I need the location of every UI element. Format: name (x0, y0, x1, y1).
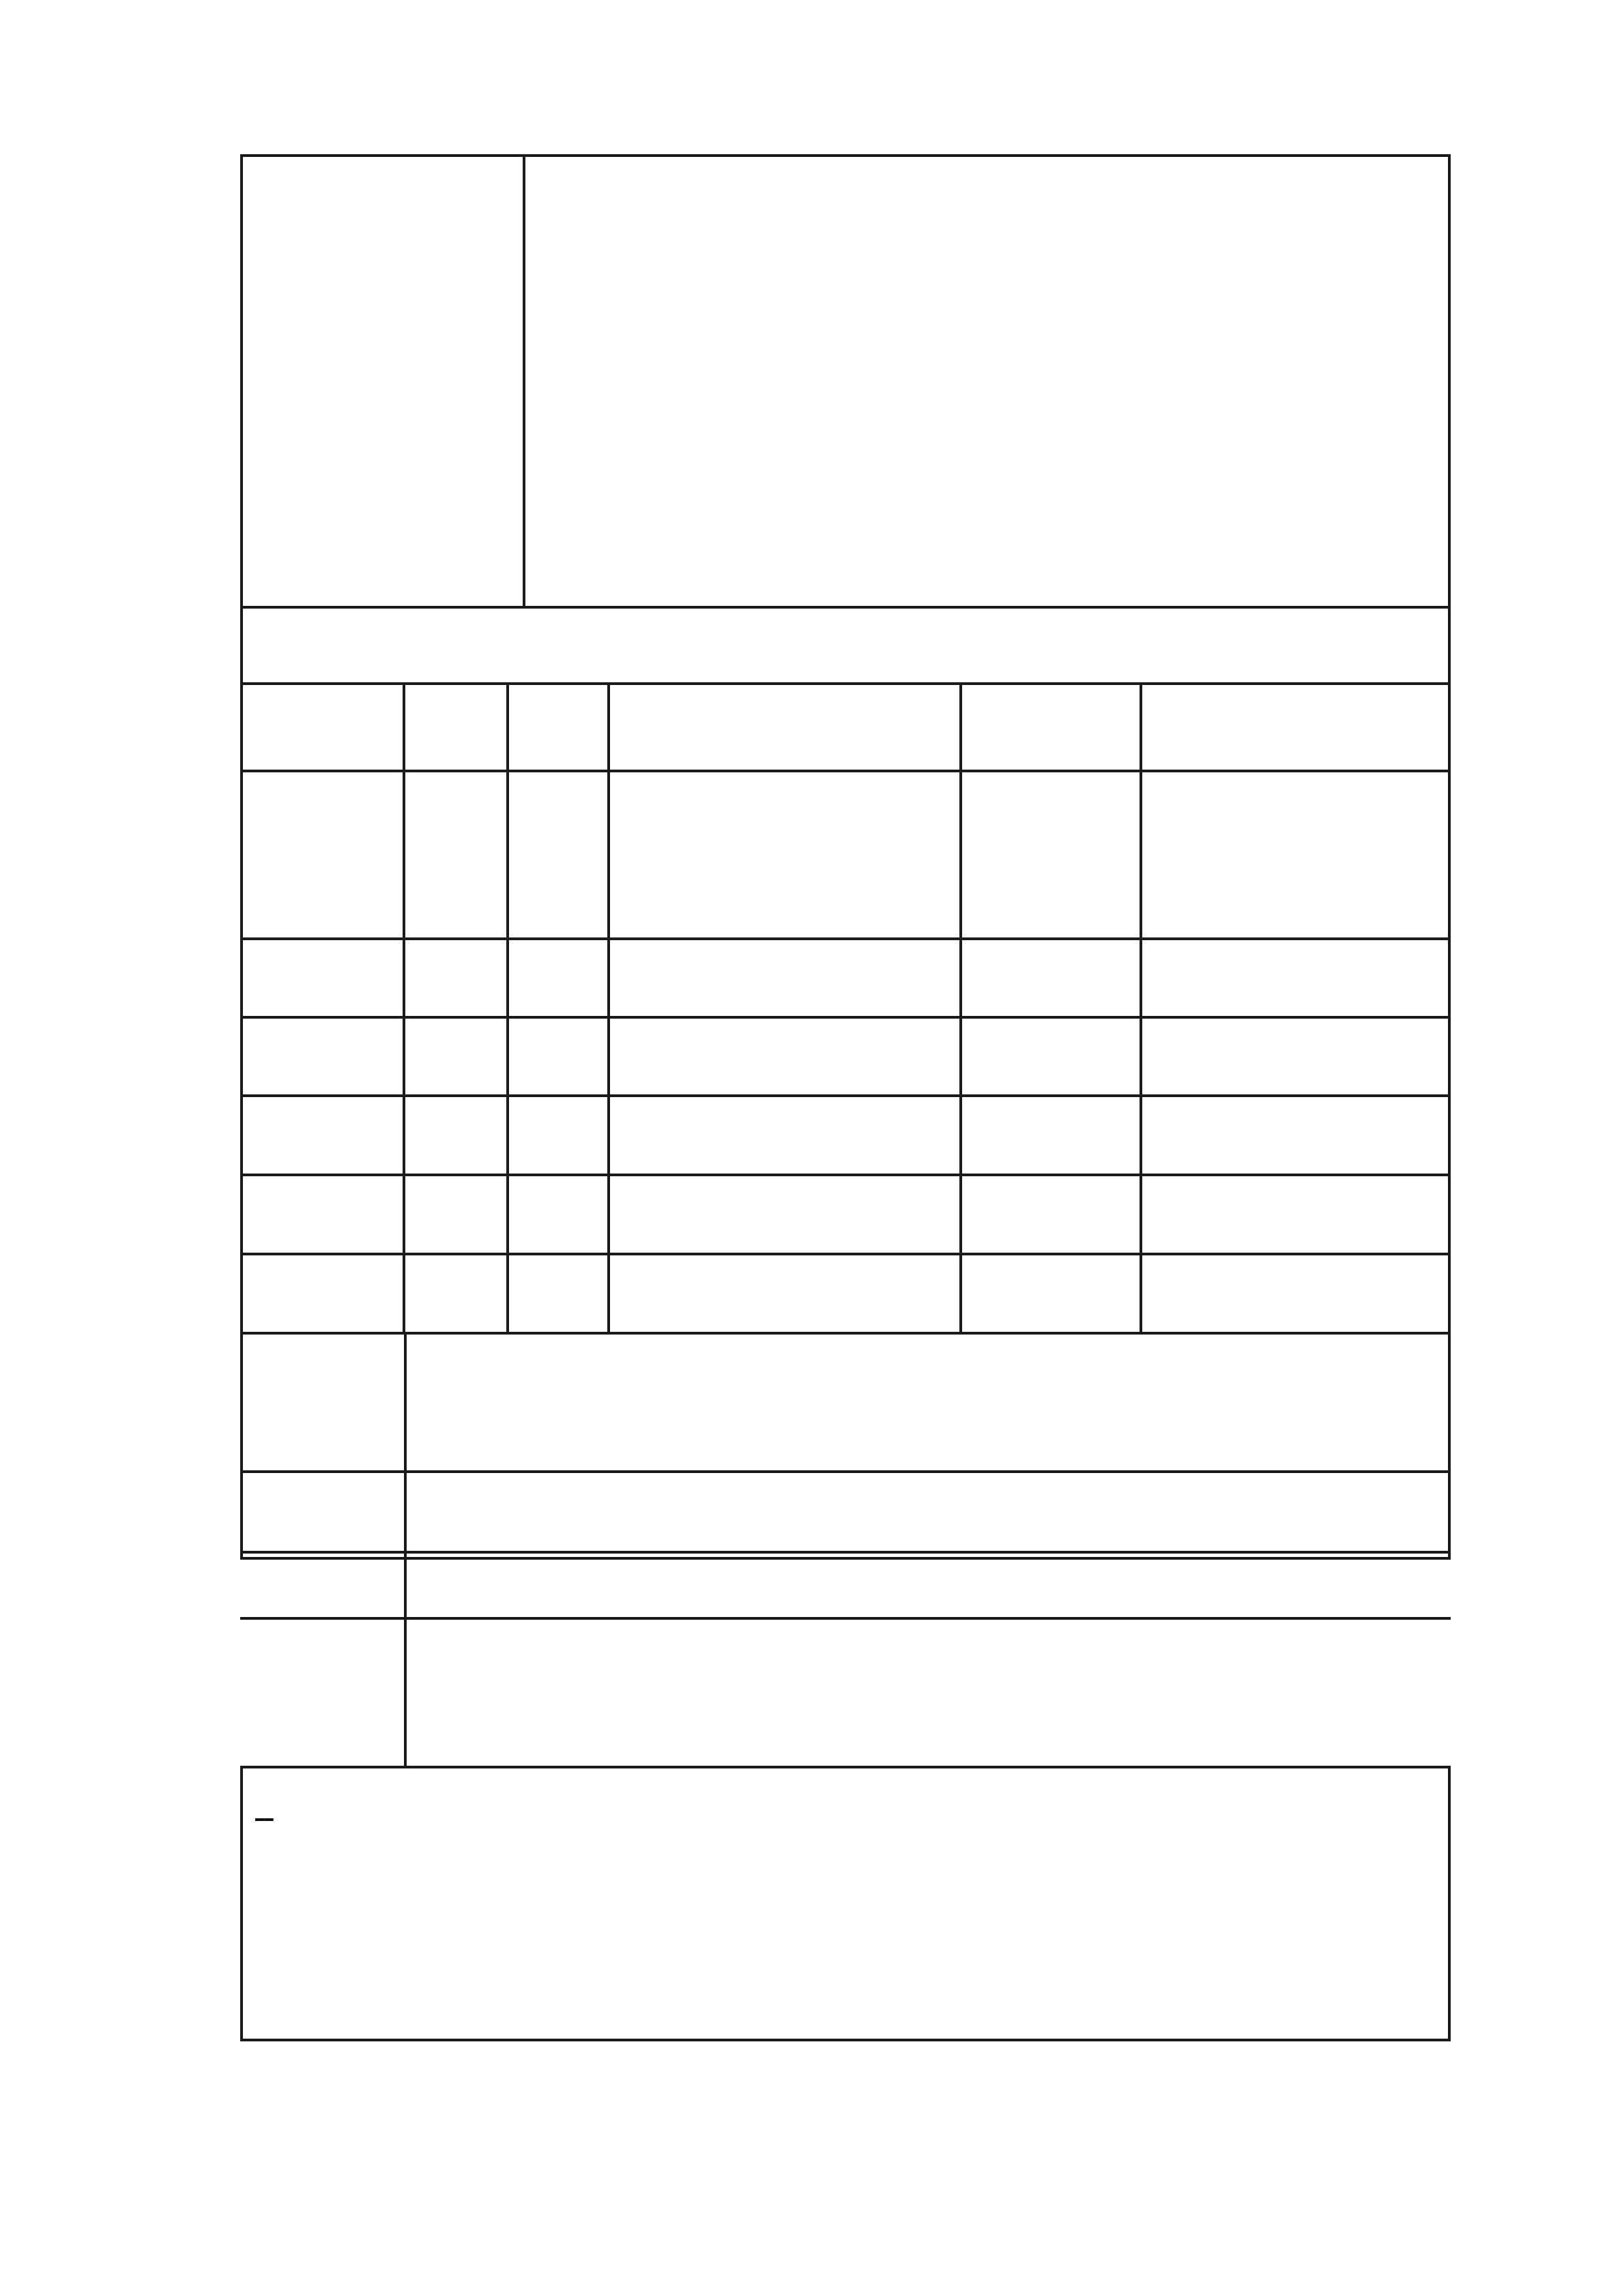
person-last-visit (1142, 772, 1448, 937)
col-header-name (243, 685, 403, 770)
person-unit (610, 772, 959, 937)
frame-right-edge (1448, 154, 1451, 1560)
notes-right-edge (1448, 1766, 1451, 2041)
route-value (407, 1335, 1448, 1470)
col-header-age (509, 685, 607, 770)
row-divider (240, 1016, 1451, 1019)
person-title (962, 772, 1140, 937)
col-header-unit (610, 685, 959, 770)
person-age (509, 772, 607, 937)
col-header-gender (405, 685, 506, 770)
publicity-method-label (243, 1473, 404, 1617)
col-header-last-visit (1142, 685, 1448, 770)
notes-line-1 (255, 1788, 274, 1826)
person-gender (405, 772, 506, 937)
route-label (243, 1335, 404, 1470)
personnel-section-title (243, 609, 1448, 682)
row-divider (240, 1253, 1451, 1255)
publicity-time-value (407, 1620, 1448, 1766)
row-divider (240, 1174, 1451, 1176)
row-divider (240, 937, 1451, 940)
row-divider (240, 1766, 1451, 1768)
expected-effect-label (243, 157, 523, 606)
person-name (243, 772, 403, 937)
notes-plan-year (255, 1790, 274, 1823)
row-divider (240, 1094, 1451, 1097)
expected-effect-cell (525, 157, 1448, 606)
notes-left-edge (240, 1766, 243, 2041)
notes-bottom-edge (240, 2039, 1451, 2041)
publicity-time-label (243, 1620, 404, 1766)
col-header-title (962, 685, 1140, 770)
publicity-method-value (407, 1473, 1448, 1617)
